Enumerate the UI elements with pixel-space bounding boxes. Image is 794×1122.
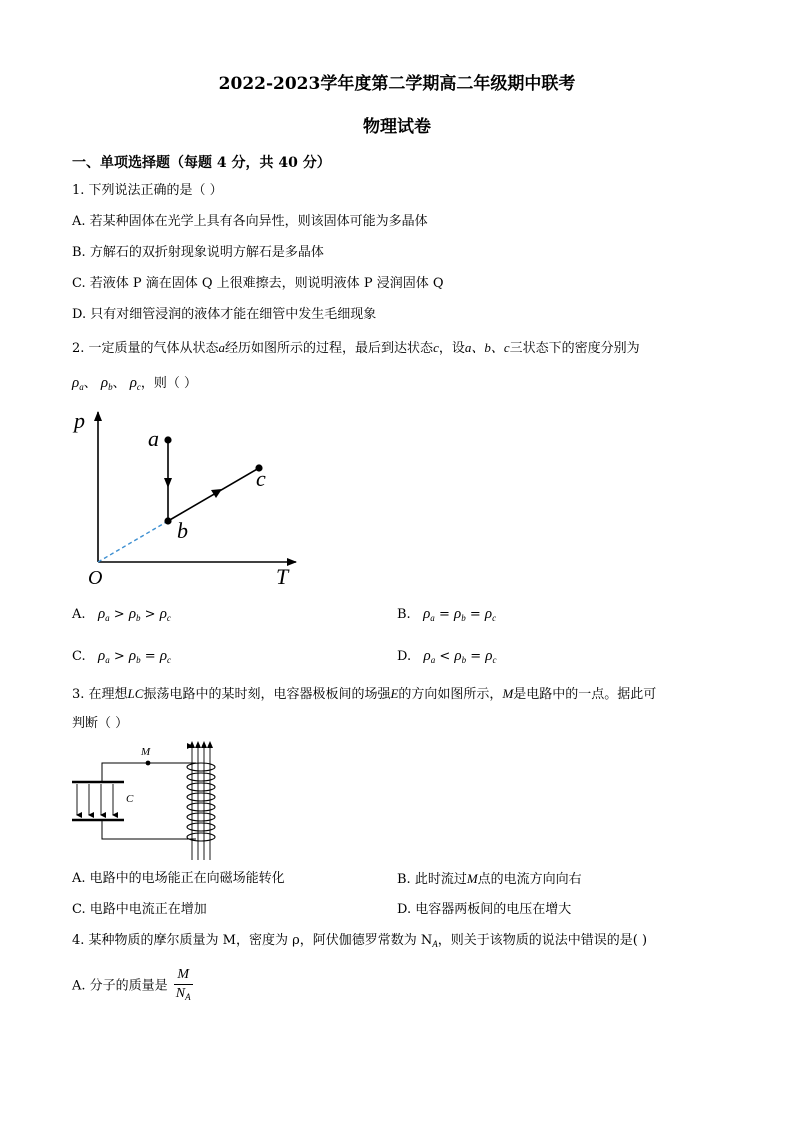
inductor-coil [187,763,215,841]
label-c: c [256,466,266,491]
q3-stem-line2: 判断（ ） [72,716,129,731]
q3-option-c: C. 电路中电流正在增加 [72,902,207,917]
q3-option-d: D. 电容器两板间的电压在增大 [397,902,572,917]
label-T: T [276,564,289,589]
q2-density-line: $\rho_a$、 $\rho_b$、 $\rho_c$，则（ ） [72,375,198,392]
arrow-ab [164,478,172,488]
lc-circuit [68,740,228,862]
point-a [164,436,171,443]
q2-option-a: A. $\rho_a > \rho_b > \rho_c$ [72,606,171,623]
segment-bc [168,468,259,521]
label-O: O [88,567,103,589]
q2-option-d: D. $\rho_a < \rho_b = \rho_c$ [397,648,497,665]
label-b: b [177,518,188,543]
q3-option-a: A. 电路中的电场能正在向磁场能转化 [72,871,285,886]
section-heading: 一、单项选择题（每题 4 分，共 40 分） [72,155,331,171]
point-b [164,517,171,524]
point-M [146,761,151,766]
top-wire [102,763,196,782]
q1-stem: 1. 下列说法正确的是（ ） [72,183,223,198]
q2-stem: 2. 一定质量的气体从状态a经历如图所示的过程，最后到达状态c，设a、b、c三状态下的密度分别为 [72,340,640,356]
q1-option-a: A. 若某种固体在光学上具有各向异性，则该固体可能为多晶体 [72,214,428,229]
exam-title: 2022-2023学年度第二学期高二年级期中联考 [218,74,576,94]
fraction-m-over-na: $\frac{M}{N_A}$ [175,967,191,1002]
label-M: M [141,746,151,758]
q3-stem-line1: 3. 在理想LC振荡电路中的某时刻，电容器极板间的场强E的方向如图所示，M是电路中的一点。据此可 [72,686,657,702]
q4-option-a: A. 分子的质量是 $\frac{M}{N_A}$ [72,966,193,1006]
label-a: a [148,426,159,451]
bottom-wire [102,820,196,839]
q2-option-b: B. $\rho_a = \rho_b = \rho_c$ [397,606,497,623]
q1-option-c: C. 若液体 P 滴在固体 Q 上很难擦去，则说明液体 P 浸润固体 Q [72,276,444,291]
label-C: C [126,793,134,805]
q4-stem: 4. 某种物质的摩尔质量为 M，密度为 ρ，阿伏伽德罗常数为 $N_A$，则关于该物质的说法中错误的是( ) [72,933,648,949]
exam-subtitle: 物理试卷 [363,117,431,137]
label-p: p [74,408,85,433]
extension-line [98,521,168,562]
pt-graph [60,400,310,595]
q1-option-d: D. 只有对细管浸润的液体才能在细管中发生毛细现象 [72,307,377,322]
arrow-bc [211,489,222,498]
q3-option-b: B. 此时流过M点的电流方向向右 [397,871,582,887]
q1-option-b: B. 方解石的双折射现象说明方解石是多晶体 [72,245,324,260]
q2-option-c: C. $\rho_a > \rho_b = \rho_c$ [72,648,172,665]
